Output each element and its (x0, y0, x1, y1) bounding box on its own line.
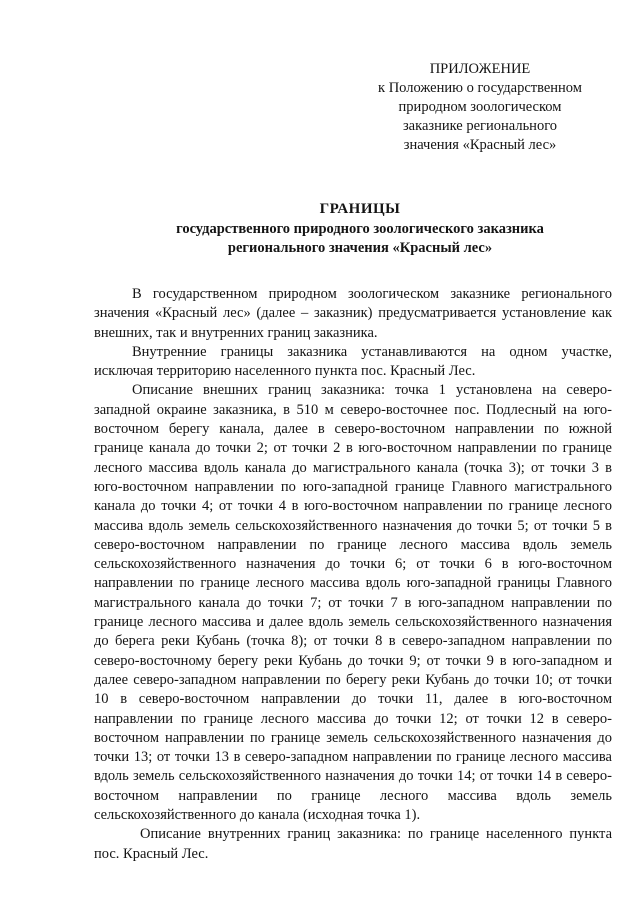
paragraph-external-description: Описание внешних границ заказника: точка 1 установлена на северо-западной окраине заказника, в 510 м северо-восточнее пос. Подлесный на юго-восточном берегу канала, далее в северо-восточном направлении по южной границе канала до точки 2; от точки 2 в юго-восточном направлении по границе лесного массива вдоль канала до магистрального канала (точка 3); от точки 3 в юго-восточном направлении по юго-западной границе Главного магистрального канала до точки 4; от точки 4 в юго-восточном направлении по границе лесного массива вдоль земель сельскохозяйственного назначения до точки 5; от точки 5 в северо-восточном направлении по границе лесного массива вдоль земель сельскохозяйственного назначения до точки 6; от точки 6 в юго-восточном направлении по границе лесного массива вдоль юго-западной границы Главного магистрального канала до точки 7; от точки 7 в юго-западном направлении по границе лесного массива и далее вдоль земель сельскохозяйственного назначения до берега реки Кубань (точка 8); от точки 8 в северо-западном направлении по северо-восточному берегу реки Кубань до точки 9; от точки 9 в юго-западном и далее северо-западном направлении по берегу реки Кубань до точки 10; от точки 10 в северо-восточном направлении до точки 11, далее в юго-восточном направлении по границе лесного массива до точки 12; от точки 12 в северо-восточном направлении по границе земель сельскохозяйственного назначения до точки 13; от точки 13 в северо-западном направлении по границе лесного массива вдоль земель сельскохозяйственного назначения до точки 14; от точки 14 в северо-восточном направлении по границе лесного массива вдоль земель сельскохозяйственного до канала (исходная точка 1). (94, 382, 612, 824)
document-body (94, 285, 612, 864)
heading-line-1: государственного природного зоологического заказника (176, 221, 544, 237)
appendix-line-4: значения «Красный лес» (403, 137, 557, 153)
appendix-line-2: природном зоологическом (398, 99, 562, 115)
paragraph-internal-boundaries: Внутренние границы заказника устанавливаются на одном участке, исключая территорию населенного пункта пос. Красный Лес. (94, 343, 612, 380)
appendix-title: ПРИЛОЖЕНИЕ (429, 61, 531, 77)
heading-line-2: регионального значения «Красный лес» (227, 240, 493, 256)
appendix-header (355, 60, 605, 155)
appendix-line-3: заказнике регионального (402, 118, 558, 134)
paragraph-internal-description: Описание внутренних границ заказника: по границе населенного пункта пос. Красный Лес. (94, 826, 612, 862)
document-heading (80, 200, 640, 258)
heading-main: ГРАНИЦЫ (319, 201, 401, 217)
appendix-line-1: к Положению о государственном (378, 80, 582, 96)
paragraph-intro: В государственном природном зоологическом заказнике регионального значения «Красный лес» (далее – заказник) предусматривается установление как внешних, так и внутренних границ заказника. (94, 286, 612, 341)
